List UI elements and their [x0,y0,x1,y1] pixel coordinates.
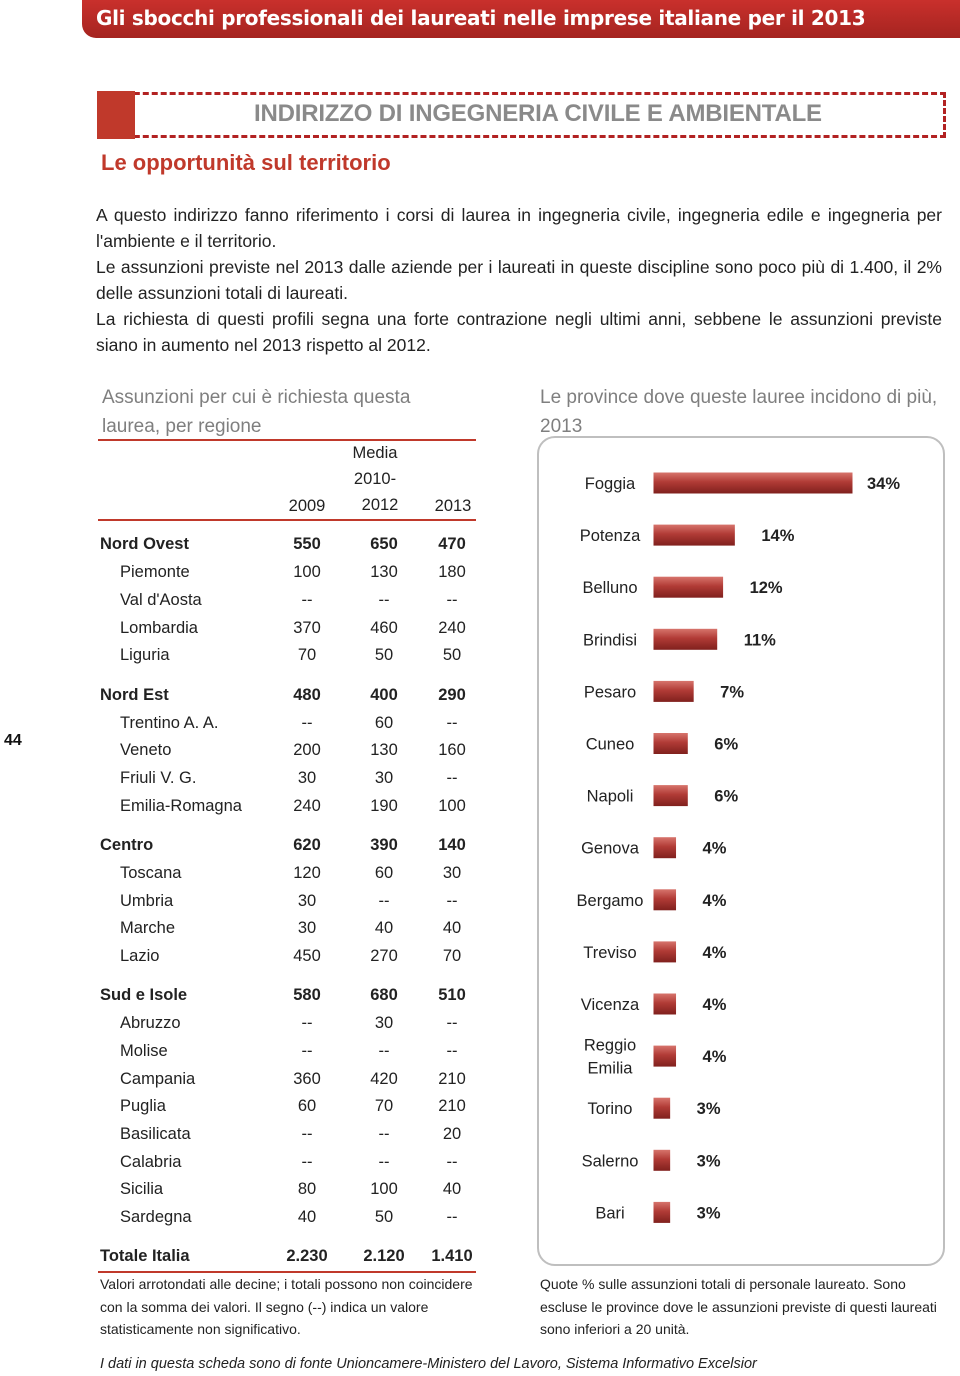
value-2013: 180 [438,563,466,581]
category-label: Cuneo [585,735,635,754]
region-name: Calabria [120,1153,182,1171]
region-name: Campania [120,1070,196,1088]
value-media: -- [378,1042,390,1060]
table-row [100,1014,480,1038]
col-header-media-line2: 2010- [353,470,397,488]
value-2009: 550 [293,535,321,553]
value-2009: 360 [293,1070,321,1088]
chart-heading: Le province dove queste lauree incidono di più, 2013 [540,387,938,437]
value-2013: 290 [438,686,466,704]
value-2009: 30 [297,919,317,937]
value-2009: -- [301,1042,313,1060]
data-label: 4% [702,839,727,858]
value-2013: 210 [438,1070,466,1088]
region-name: Friuli V. G. [120,769,197,787]
value-2009: 480 [293,686,321,704]
value-2013: 50 [442,646,462,664]
table-row [100,919,480,943]
region-name: Toscana [120,864,182,882]
value-2009: 370 [293,619,321,637]
value-2013: 140 [438,836,466,854]
value-2013: -- [446,1042,458,1060]
value-2009: -- [301,1153,313,1171]
value-2009: 240 [293,797,321,815]
bar [653,1097,671,1119]
table-row [100,686,480,710]
col-header-2013: 2013 [434,497,472,515]
page-number: 44 [4,732,22,749]
intro-text [96,202,942,358]
table-row [100,986,480,1010]
value-2009: 60 [297,1097,317,1115]
data-label: 3% [696,1100,721,1119]
bar [653,993,677,1015]
value-2013: 40 [442,919,462,937]
category-label: Emilia [587,1059,633,1078]
value-media: 270 [370,947,398,965]
bar [653,785,688,807]
category-label: Treviso [583,943,637,962]
region-name: Puglia [120,1097,166,1115]
bar [653,628,718,650]
bar [653,1149,671,1171]
bar [653,576,724,598]
value-2009: 30 [297,769,317,787]
data-label: 7% [720,683,745,702]
value-media: 30 [374,769,394,787]
table-row [100,1208,480,1232]
value-2013: -- [446,1208,458,1226]
value-media: 70 [374,1097,394,1115]
value-media: -- [378,1125,390,1143]
intro-paragraph-1: A questo indirizzo fanno riferimento i corsi di laurea in ingegneria civile, ingegneria edile e ingegneria per l'ambiente e il territorio. [96,205,942,251]
value-2013: 210 [438,1097,466,1115]
data-label: 4% [702,943,727,962]
region-name: Trentino A. A. [120,714,219,732]
region-name: Emilia-Romagna [120,797,242,815]
value-2013: 470 [438,535,466,553]
region-name: Liguria [120,646,170,664]
page-subtitle: Le opportunità sul territorio [101,150,391,175]
table-row [100,591,480,615]
data-label: 4% [702,996,727,1014]
data-label: 6% [714,787,739,806]
value-2013: 160 [438,741,466,759]
table-row [100,947,480,971]
value-2013: 240 [438,619,466,637]
value-2013: -- [446,591,458,609]
value-media: 420 [370,1070,398,1088]
category-label: Bergamo [576,891,644,910]
region-name: Sardegna [120,1208,192,1226]
region-name: Nord Est [100,686,169,704]
table-note: Valori arrotondati alle decine; i totali possono non coincidere con la somma dei valori. Il segno (--) indica un valore statisticamente non significativo. [100,1276,473,1337]
bar [653,837,677,859]
value-media: 390 [370,836,398,854]
value-2013: 40 [442,1180,462,1198]
value-media: 60 [374,864,394,882]
bar [653,941,677,963]
col-header-media-line3: 2012 [361,496,399,514]
table-header-rule [98,519,476,521]
bar [653,472,853,494]
category-label: Bari [595,1204,625,1223]
value-2013: 1.410 [431,1247,473,1265]
table-row [100,836,480,860]
category-label: Genova [581,839,639,858]
value-media: 190 [370,797,398,815]
region-name: Totale Italia [100,1247,190,1265]
table-row [100,619,480,643]
table-row [100,769,480,793]
table-row [100,741,480,765]
region-name: Abruzzo [120,1014,181,1032]
value-media: 400 [370,686,398,704]
bar [653,1045,677,1067]
value-2009: 580 [293,986,321,1004]
header-banner [82,0,960,38]
table-row [100,1097,480,1121]
table-row [100,1180,480,1204]
value-2013: 510 [438,986,466,1004]
region-name: Umbria [120,892,174,910]
region-name: Molise [120,1042,168,1060]
banner-title: Gli sbocchi professionali dei laureati nelle imprese italiane per il 2013 [96,6,866,30]
value-2009: 100 [293,563,321,581]
table-row [100,1125,480,1149]
value-2009: -- [301,591,313,609]
value-media: -- [378,591,390,609]
region-name: Basilicata [120,1125,191,1143]
table-row [100,864,480,888]
section-marker [97,91,135,139]
value-2013: 70 [442,947,462,965]
value-2009: -- [301,1125,313,1143]
chart-note: Quote % sulle assunzioni totali di personale laureato. Sono escluse le province dove le assunzioni previste di questi laureati sono inferiori a 20 unità. [540,1276,937,1337]
value-2009: 2.230 [286,1247,328,1265]
region-name: Sicilia [120,1180,164,1198]
table-row [100,1042,480,1066]
value-media: 650 [370,535,398,553]
value-2013: -- [446,1014,458,1032]
data-label: 11% [743,631,776,650]
value-2009: 200 [293,741,321,759]
value-2013: -- [446,892,458,910]
bar [653,524,735,546]
bar [653,889,677,911]
value-media: 680 [370,986,398,1004]
value-2009: 620 [293,836,321,854]
intro-paragraph-2: Le assunzioni previste nel 2013 dalle aziende per i laureati in queste discipline sono poco più di 1.400, il 2% delle assunzioni totali di laureati. [96,257,942,303]
table-row [100,1247,480,1271]
value-2009: 450 [293,947,321,965]
region-name: Lombardia [120,619,198,637]
category-label: Potenza [579,527,641,546]
value-2009: 70 [297,646,317,664]
category-label: Belluno [582,579,638,598]
value-2013: -- [446,1153,458,1171]
region-name: Nord Ovest [100,535,189,553]
region-name: Lazio [120,947,160,965]
value-2013: 20 [442,1125,462,1143]
region-name: Veneto [120,741,172,759]
table-row [100,892,480,916]
bar [653,680,694,702]
value-media: 130 [370,741,398,759]
region-name: Marche [120,919,176,937]
category-label: Salerno [581,1152,639,1171]
table-row [100,1070,480,1094]
table-heading: Assunzioni per cui è richiesta questa laurea, per regione [102,387,411,437]
data-label: 14% [761,527,795,546]
value-media: 460 [370,619,398,637]
intro-paragraph-3: La richiesta di questi profili segna una forte contrazione negli ultimi anni, sebbene le assunzioni previste siano in aumento nel 2013 rispetto al 2012. [96,309,942,355]
value-media: -- [378,1153,390,1171]
table-row [100,646,480,670]
data-label: 4% [702,1048,727,1067]
table-top-rule [98,439,476,441]
footer-source: I dati in questa scheda sono di fonte Unioncamere-Ministero del Lavoro, Sistema Informativo Excelsior [100,1356,757,1372]
category-label: Napoli [586,787,634,806]
category-label: Reggio [583,1036,637,1055]
table-row [100,797,480,821]
value-media: 40 [374,919,394,937]
value-2013: -- [446,714,458,732]
value-media: 2.120 [363,1247,405,1265]
bar [653,733,688,755]
category-label: Foggia [584,475,636,493]
col-header-2009: 2009 [288,497,326,515]
section-title: INDIRIZZO DI INGEGNERIA CIVILE E AMBIENTALE [254,100,822,127]
table-row [100,1153,480,1177]
col-header-media-line1: Media [352,444,398,462]
value-media: 30 [374,1014,394,1032]
data-label: 3% [696,1204,721,1223]
category-label: Vicenza [580,996,640,1014]
value-2013: -- [446,769,458,787]
value-media: -- [378,892,390,910]
category-label: Brindisi [582,631,638,650]
category-label: Pesaro [583,683,637,702]
data-label: 6% [714,735,739,754]
value-2009: 120 [293,864,321,882]
value-media: 60 [374,714,394,732]
value-2009: -- [301,1014,313,1032]
data-label: 4% [702,891,727,910]
value-2009: 40 [297,1208,317,1226]
value-2009: -- [301,714,313,732]
table-row [100,714,480,738]
value-media: 130 [370,563,398,581]
table-row [100,563,480,587]
value-media: 50 [374,646,394,664]
value-2009: 80 [297,1180,317,1198]
region-name: Piemonte [120,563,190,581]
bar [653,1201,671,1223]
value-2009: 30 [297,892,317,910]
data-label: 3% [696,1152,721,1171]
province-bar-chart [537,436,945,1266]
value-media: 100 [370,1180,398,1198]
value-2013: 100 [438,797,466,815]
region-name: Centro [100,836,154,854]
table-row [100,535,480,559]
category-label: Torino [587,1100,633,1119]
value-2013: 30 [442,864,462,882]
data-label: 34% [867,475,901,493]
value-media: 50 [374,1208,394,1226]
region-name: Val d'Aosta [120,591,202,609]
data-label: 12% [749,579,783,598]
region-name: Sud e Isole [100,986,188,1004]
